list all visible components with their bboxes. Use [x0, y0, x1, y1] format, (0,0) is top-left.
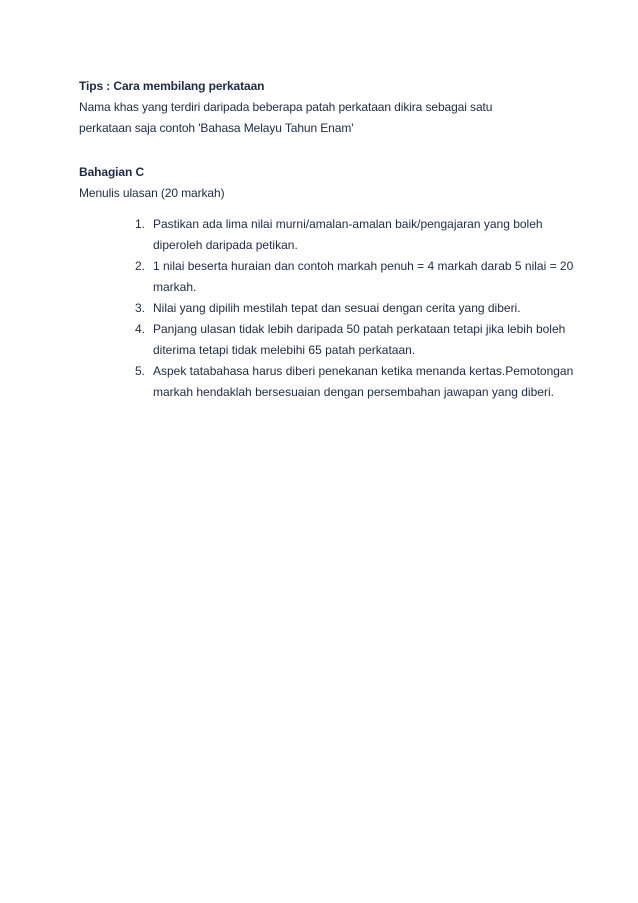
tips-line-2: perkataan saja contoh 'Bahasa Melayu Tahun Enam': [79, 121, 354, 135]
section-subtitle: Menulis ulasan (20 markah): [79, 186, 225, 200]
list-number: 5.: [135, 364, 146, 378]
list-text: 1 nilai beserta huraian dan contoh markah penuh = 4 markah darab 5 nilai = 20 markah.: [153, 259, 574, 294]
list-text: Aspek tatabahasa harus diberi penekanan ketika menanda kertas.Pemotongan markah hendaklah bersesuaian dengan persembahan jawapan yang diberi.: [153, 364, 574, 399]
list-number: 3.: [135, 301, 146, 315]
marking-list: [135, 214, 579, 403]
tips-heading: Tips : Cara membilang perkataan: [79, 79, 265, 93]
section-gap: [79, 139, 579, 162]
document-content: [79, 76, 579, 403]
list-text: Nilai yang dipilih mestilah tepat dan sesuai dengan cerita yang diberi.: [153, 301, 521, 315]
list-number: 4.: [135, 322, 146, 336]
list-item-5: [135, 361, 579, 403]
list-text: Pastikan ada lima nilai murni/amalan-amalan baik/pengajaran yang boleh diperoleh daripada petikan.: [153, 217, 543, 252]
tips-line-1: Nama khas yang terdiri daripada beberapa patah perkataan dikira sebagai satu: [79, 100, 493, 114]
list-text: Panjang ulasan tidak lebih daripada 50 patah perkataan tetapi jika lebih boleh diterima tetapi tidak melebihi 65 patah perkataan.: [153, 322, 566, 357]
list-number: 1.: [135, 217, 146, 231]
section-heading: Bahagian C: [79, 165, 145, 179]
list-item-4: [135, 319, 579, 361]
list-item-3: [135, 298, 579, 319]
list-number: 2.: [135, 259, 146, 273]
list-item-1: [135, 214, 579, 256]
list-item-2: [135, 256, 579, 298]
